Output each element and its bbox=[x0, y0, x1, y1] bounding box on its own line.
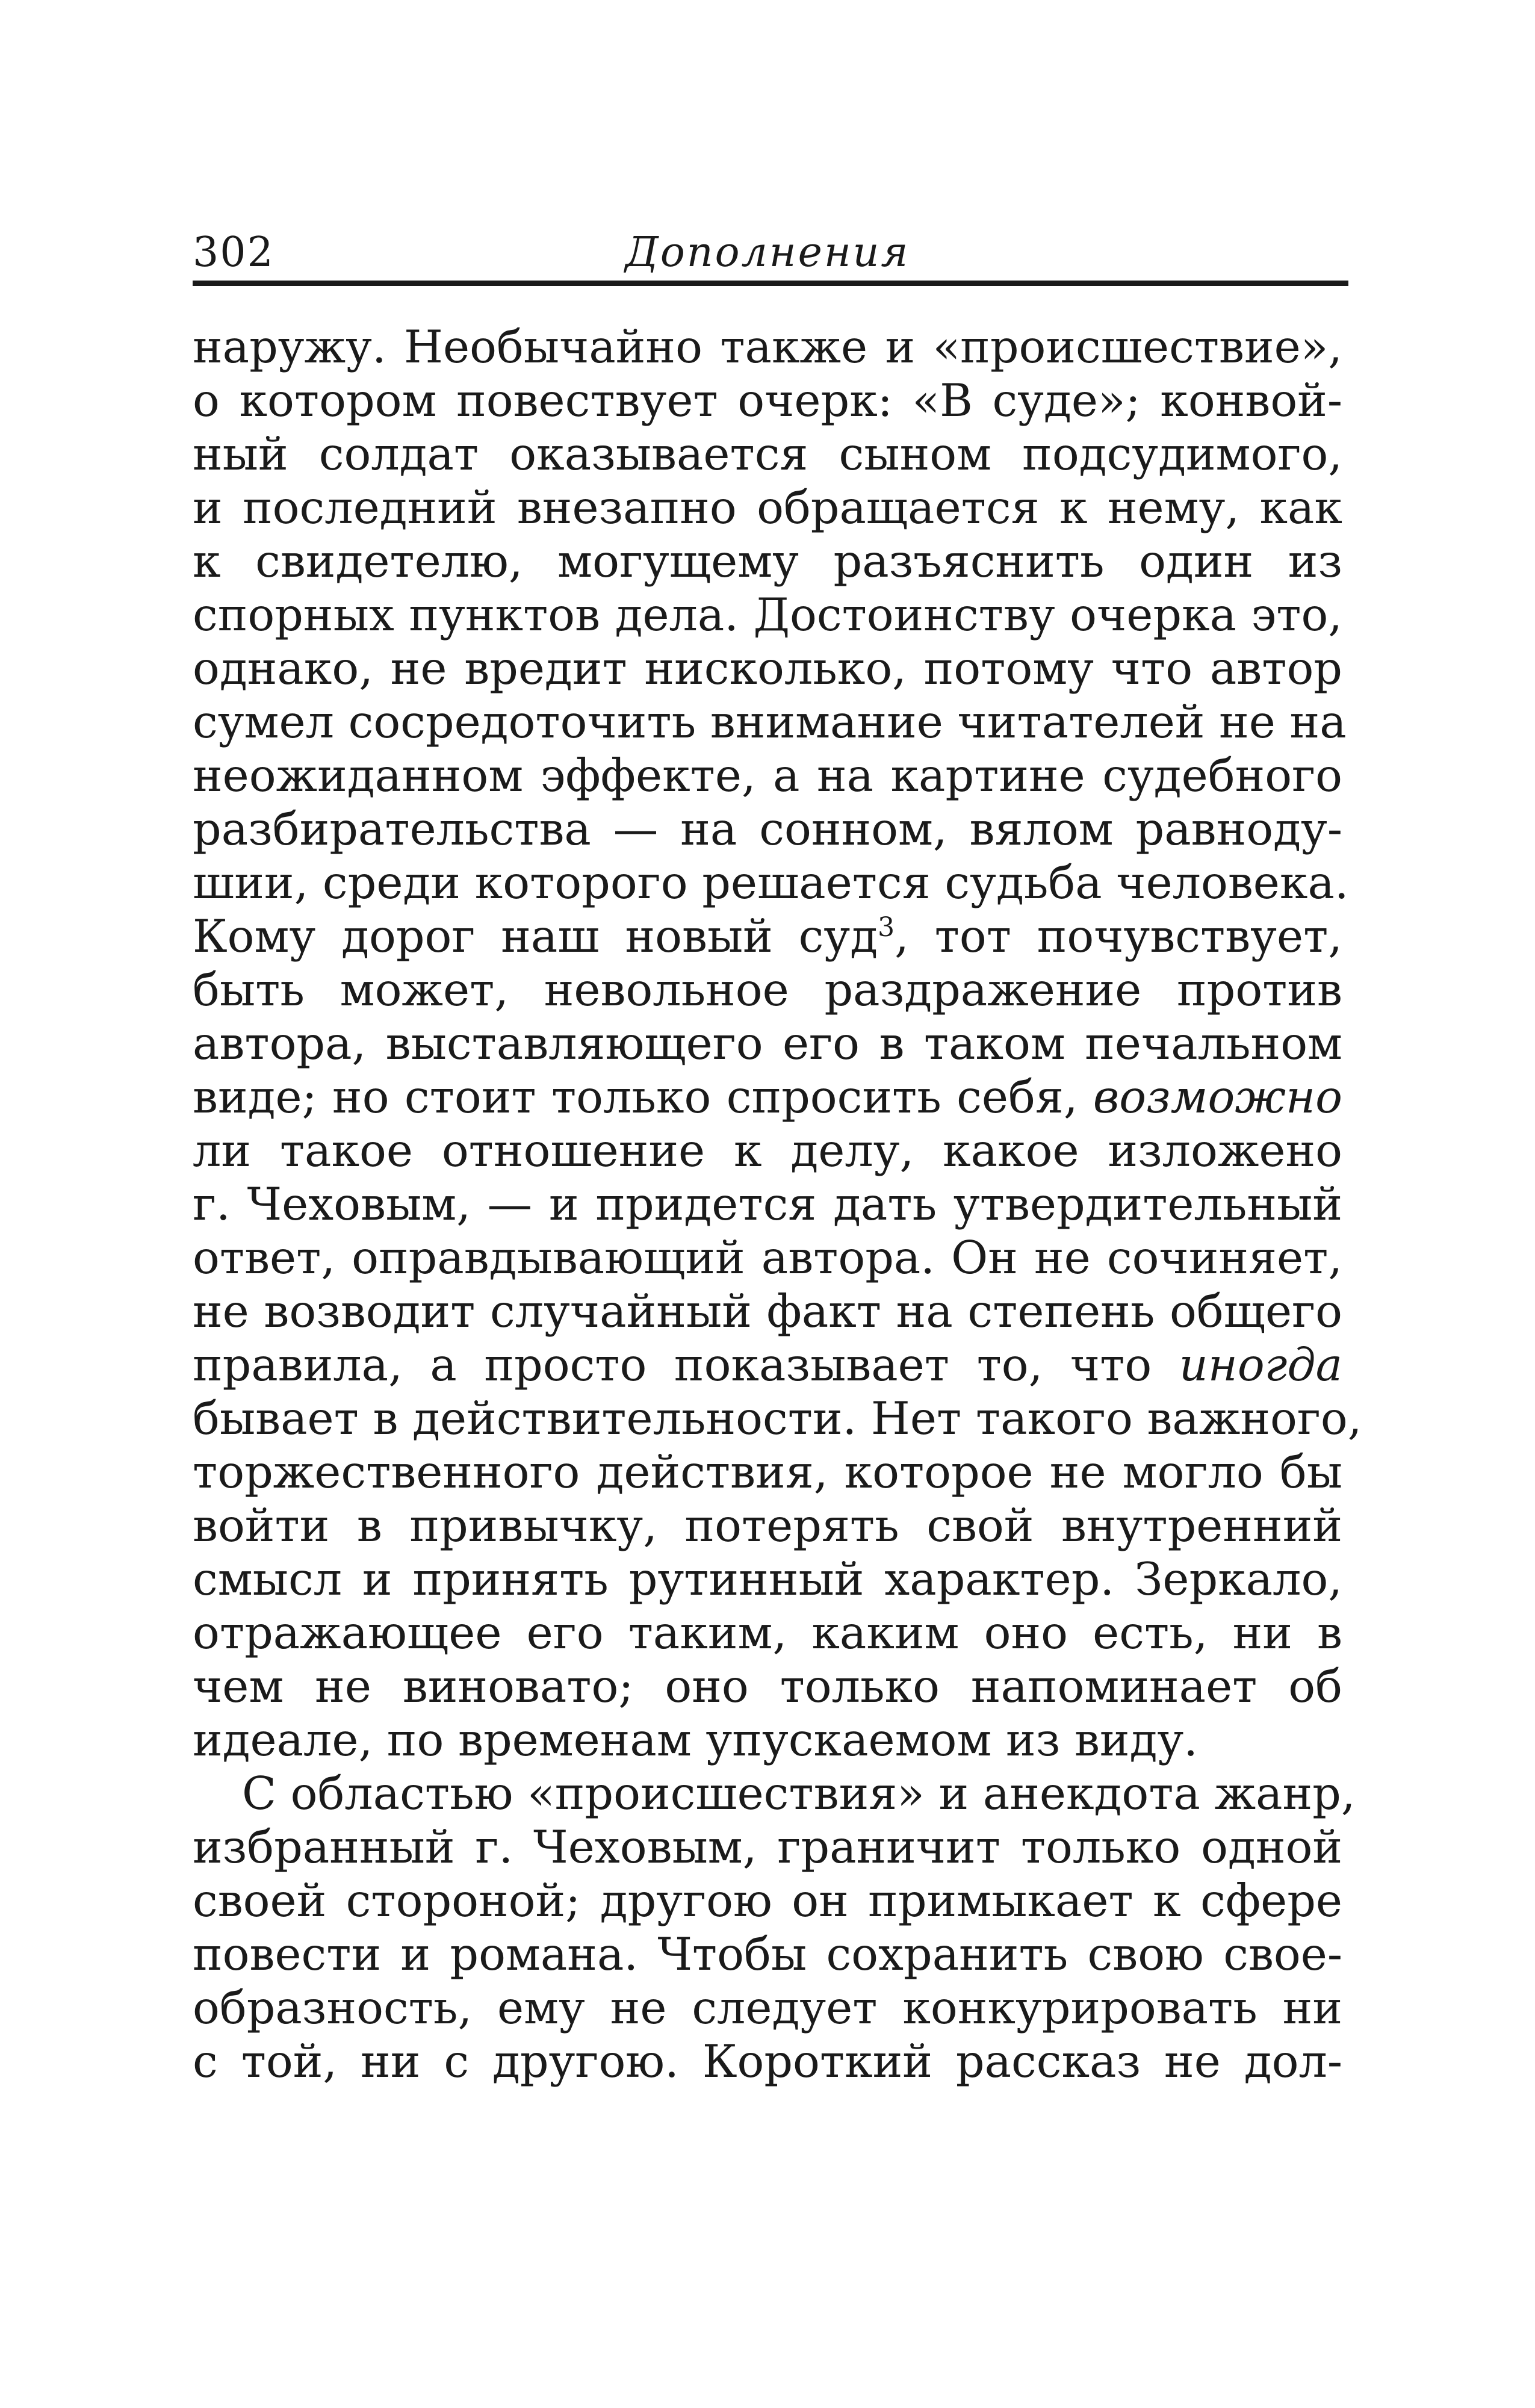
text-line: ли такое отношение к делу, какое изложено bbox=[193, 1125, 1342, 1177]
section-title: Дополнения bbox=[625, 229, 910, 276]
text-fragment: Кому дорог наш новый суд bbox=[193, 910, 878, 963]
italic-emphasis: иногда bbox=[1179, 1339, 1342, 1391]
text-line bbox=[193, 1338, 1342, 1392]
text-line: неожиданном эффекте, а на картине судебного bbox=[193, 749, 1342, 802]
text-line: разбирательства — на сонном, вялом равноду- bbox=[193, 803, 1342, 855]
body-text bbox=[193, 320, 1362, 2088]
text-line: образность, ему не следует конкурировать ни bbox=[193, 1982, 1342, 2034]
text-line: ответ, оправдывающий автора. Он не сочиняет, bbox=[193, 1232, 1342, 1284]
text-line: С областью «происшествия» и анекдота жанр, bbox=[242, 1767, 1356, 1820]
running-head bbox=[193, 223, 1342, 283]
text-fragment: правила, а просто показывает то, что bbox=[193, 1339, 1179, 1391]
text-line: не возводит случайный факт на степень общего bbox=[193, 1285, 1342, 1338]
header-rule bbox=[193, 281, 1348, 286]
text-line: шии, среди которого решается судьба человека. bbox=[193, 857, 1349, 909]
text-line: войти в привычку, потерять свой внутренний bbox=[193, 1500, 1342, 1552]
text-line: своей стороной; другою он примыкает к сфере bbox=[193, 1875, 1342, 1927]
text-line: с той, ни с другою. Короткий рассказ не дол- bbox=[193, 2035, 1342, 2088]
text-line: о котором повествует очерк: «В суде»; конвой- bbox=[193, 374, 1342, 427]
text-line: однако, не вредит нисколько, потому что автор bbox=[193, 642, 1342, 695]
book-page bbox=[193, 223, 1362, 2088]
italic-emphasis: возможно bbox=[1093, 1071, 1342, 1123]
text-line: быть может, невольное раздражение против bbox=[193, 964, 1342, 1016]
text-fragment: виде; но стоит только спросить себя, bbox=[193, 1071, 1093, 1123]
text-line: наружу. Необычайно также и «происшествие», bbox=[193, 321, 1342, 373]
text-line: ный солдат оказывается сыном подсудимого, bbox=[193, 428, 1342, 480]
text-line: смысл и принять рутинный характер. Зеркало, bbox=[193, 1553, 1342, 1606]
text-line: сумел сосредоточить внимание читателей не на bbox=[193, 696, 1347, 748]
text-line bbox=[193, 1070, 1342, 1124]
text-line: идеале, по временам упускаемом из виду. bbox=[193, 1714, 1198, 1766]
text-line: автора, выставляющего его в таком печальном bbox=[193, 1017, 1342, 1070]
text-line: к свидетелю, могущему разъяснить один из bbox=[193, 535, 1342, 588]
text-line: спорных пунктов дела. Достоинству очерка это, bbox=[193, 589, 1342, 641]
text-line: и последний внезапно обращается к нему, как bbox=[193, 482, 1342, 534]
text-line: чем не виновато; оно только напоминает об bbox=[193, 1660, 1342, 1713]
text-line: отражающее его таким, каким оно есть, ни в bbox=[193, 1607, 1342, 1659]
text-line: повести и романа. Чтобы сохранить свою свое- bbox=[193, 1928, 1342, 1981]
footnote-ref: 3 bbox=[878, 912, 895, 943]
text-fragment: , тот почувствует, bbox=[895, 910, 1342, 963]
text-line: торжественного действия, которое не могло бы bbox=[193, 1446, 1342, 1498]
text-line bbox=[193, 910, 1342, 963]
text-line: избранный г. Чеховым, граничит только одной bbox=[193, 1821, 1342, 1873]
page-number: 302 bbox=[193, 229, 274, 276]
text-line: бывает в действительности. Нет такого важного, bbox=[193, 1392, 1362, 1445]
text-line: г. Чеховым, — и придется дать утвердительный bbox=[193, 1178, 1342, 1230]
